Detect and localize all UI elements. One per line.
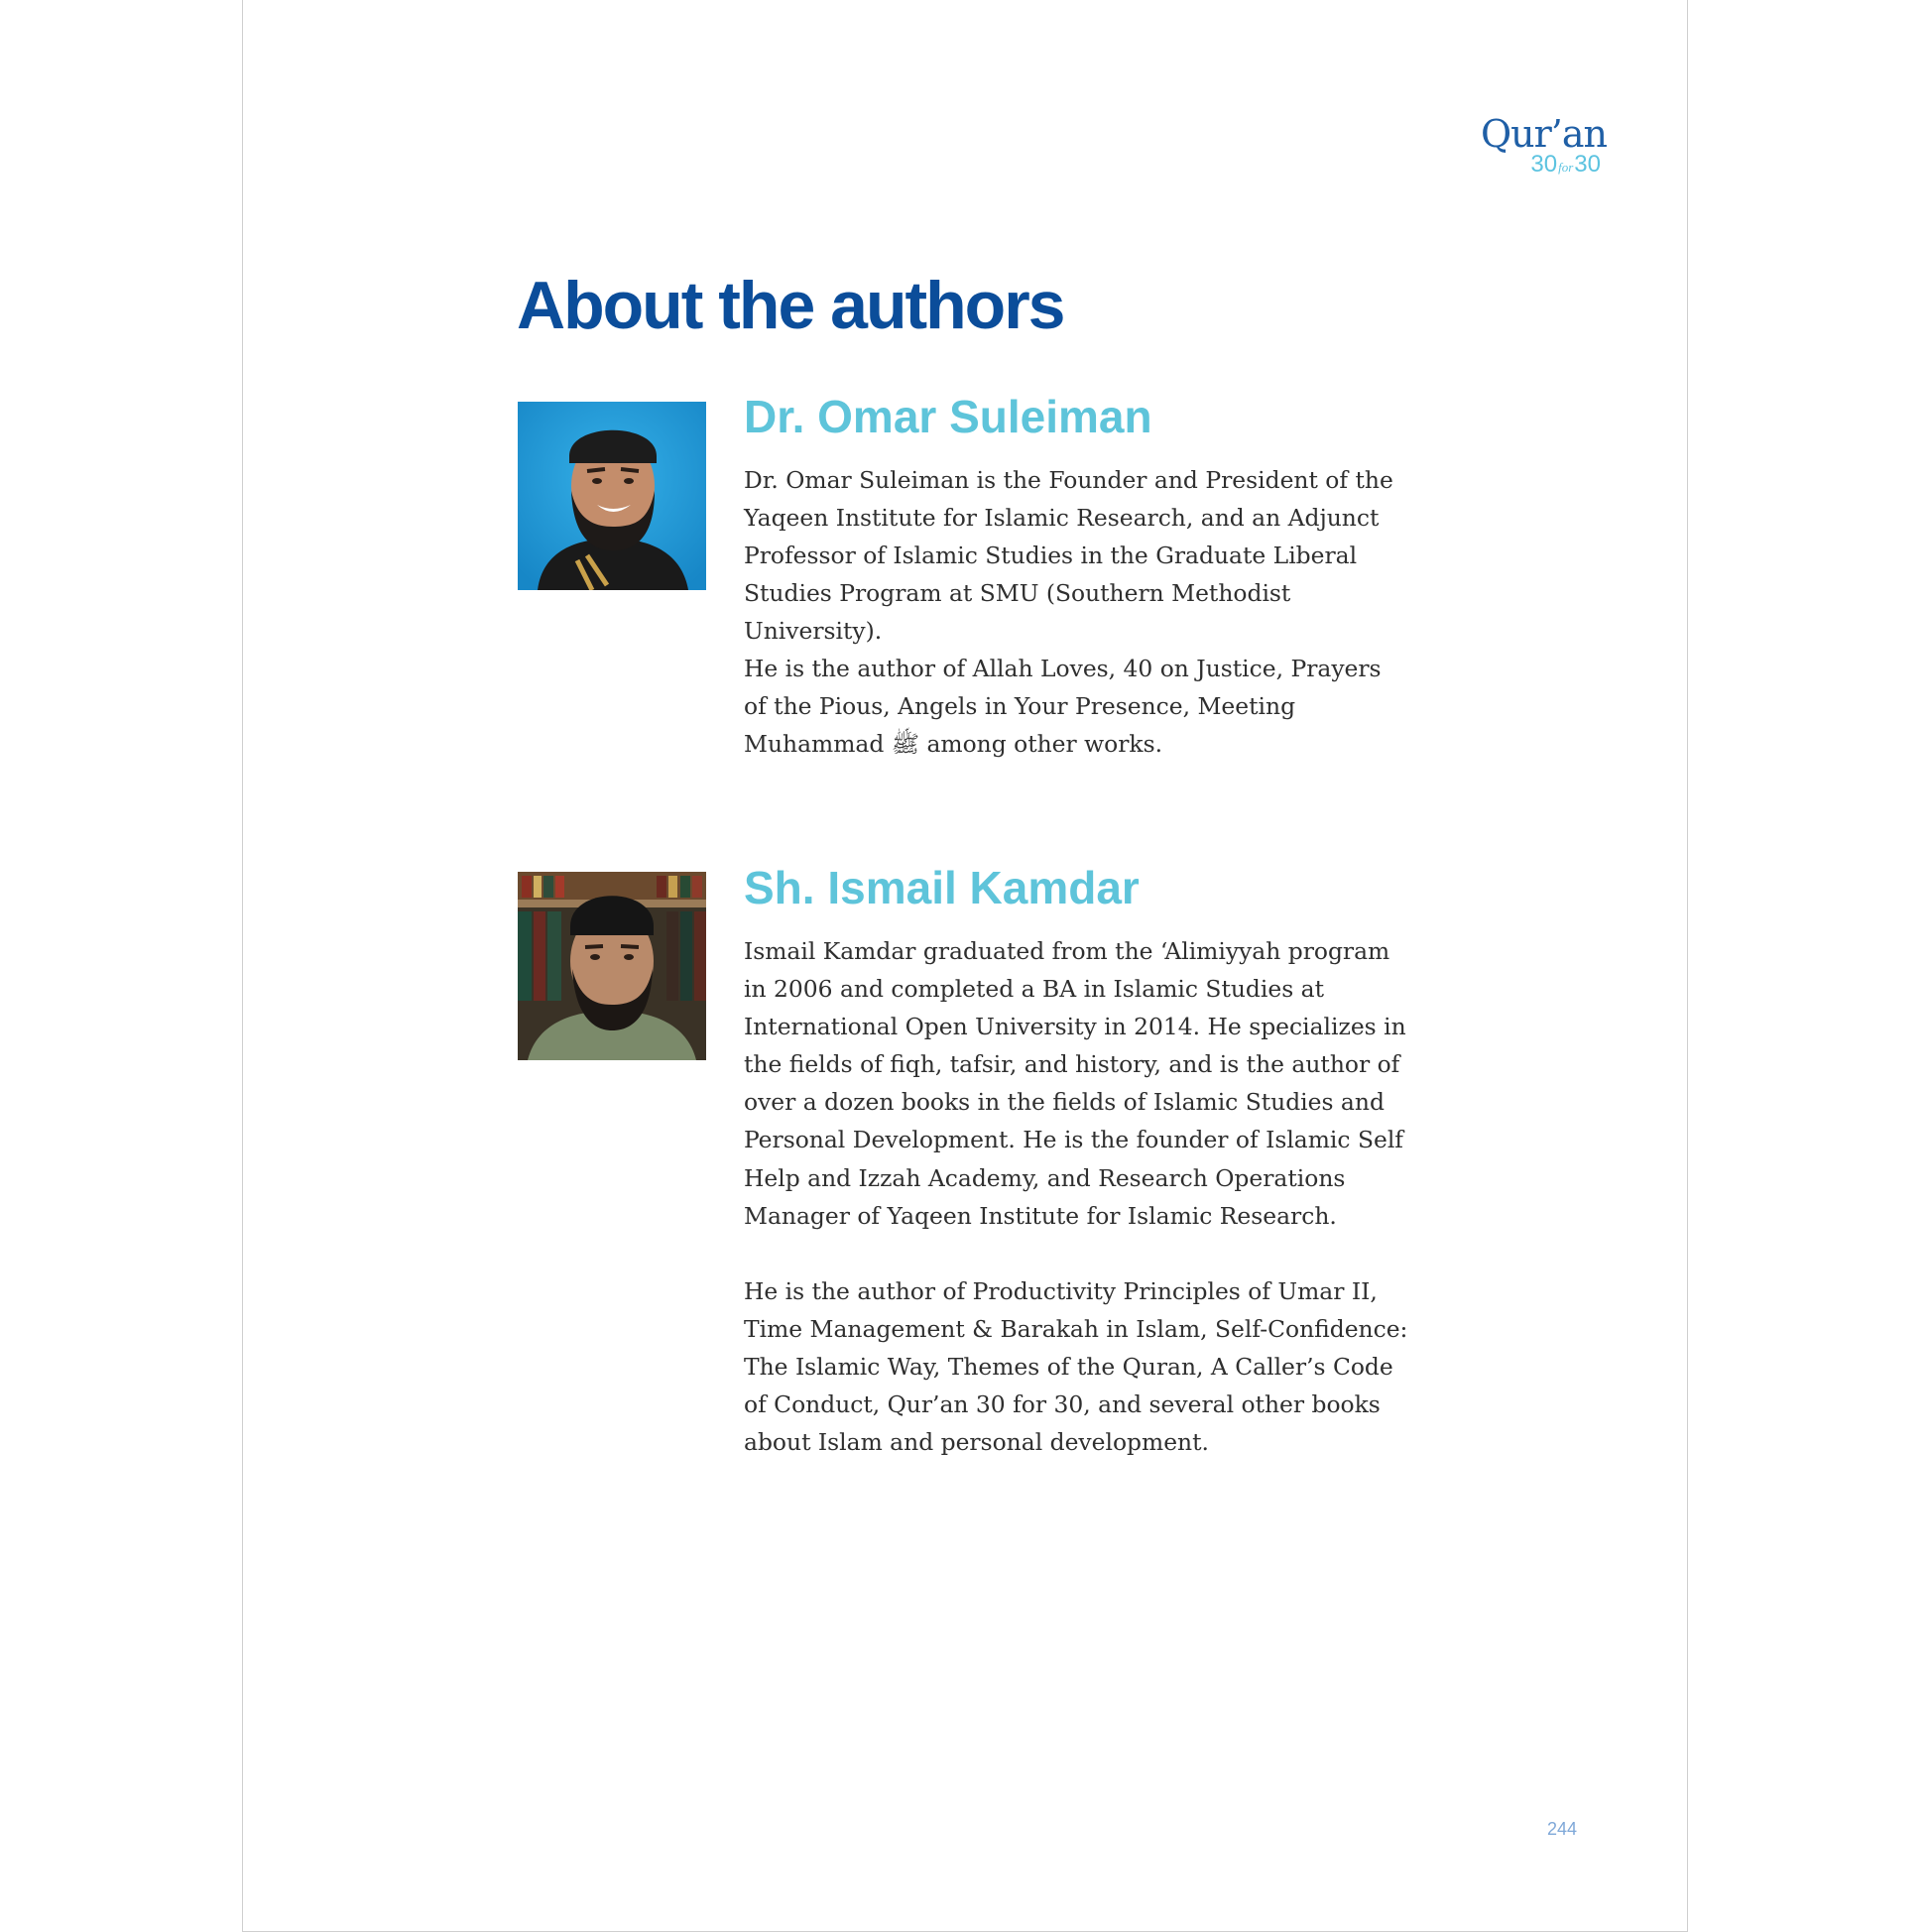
author-bio-paragraph: He is the author of Allah Loves, 40 on Justice, Prayers of the Pious, Angels in Your Presence, Meeting Muhammad ﷺ among other works.: [744, 655, 1382, 759]
author-bio-paragraph: Ismail Kamdar graduated from the ‘Alimiyyah program in 2006 and completed a BA in Islamic Studies at International Open University in 2014. He specializes in the fields of fiqh, tafsir, and history, and is the author of over a dozen books in the fields of Islamic Studies and Personal Development. He is the founder of Islamic Self Help and Izzah Academy, and Research Operations Manager of Yaqeen Institute for Islamic Research.: [744, 937, 1406, 1230]
page-title: About the authors: [517, 268, 1064, 343]
page-number: 244: [1546, 1819, 1577, 1839]
author-photo-omar-suleiman: [518, 402, 706, 590]
author-photo-ismail-kamdar: [518, 872, 706, 1060]
author-bio-paragraph: He is the author of Productivity Principles of Umar II, Time Management & Barakah in Islam, Self-Confidence: The Islamic Way, Themes of the Quran, A Caller’s Code of Conduct, Qur’an 30 for 30, and several other books about Islam and personal development.: [744, 1277, 1408, 1457]
author-name-ismail-kamdar: Sh. Ismail Kamdar: [744, 862, 1140, 913]
logo-subtitle: 30for30: [1530, 151, 1601, 178]
logo-wordmark: Qur’an: [1481, 112, 1607, 156]
author-bio-paragraph: Dr. Omar Suleiman is the Founder and President of the Yaqeen Institute for Islamic Research, and an Adjunct Professor of Islamic Studies in the Graduate Liberal Studies Program at SMU (Southern Methodist University).: [744, 466, 1393, 646]
author-name-omar-suleiman: Dr. Omar Suleiman: [744, 391, 1152, 442]
quran-30-for-30-logo: [1458, 112, 1607, 181]
